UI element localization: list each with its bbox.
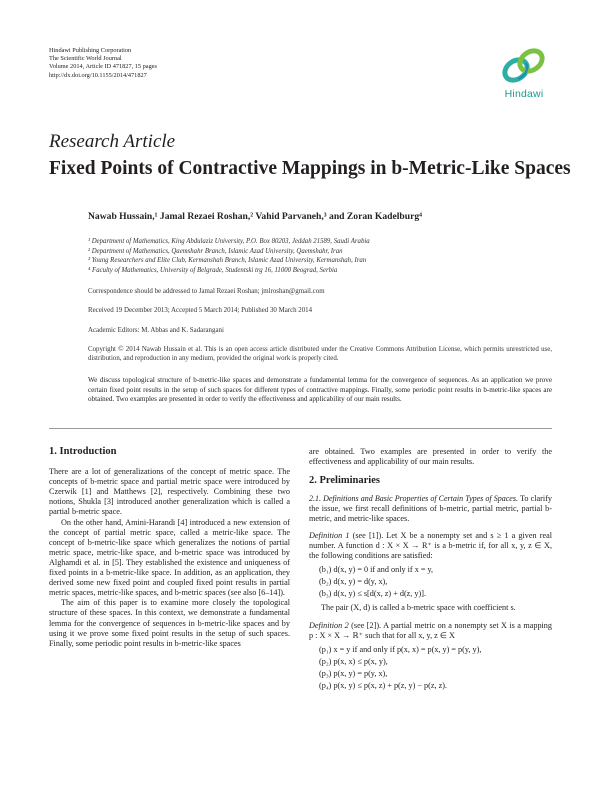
subsection-intro: To clarify the issue, we first recall definitions of b-metric, partial metric, partial b-metric, and metric-like spaces. <box>309 494 553 524</box>
affiliation-3: ³ Young Researchers and Elite Club, Kermanshah Branch, Islamic Azad University, Kermanshah, Iran <box>88 257 367 265</box>
definition-2-conditions <box>319 644 552 693</box>
definition-2-label: Definition 2 <box>309 620 349 630</box>
definition-1-text: (see [1]). Let X be a nonempty set and s ≥ 1 a given real number. A function d : X × X → R⁺ is a b-metric if, for all x, y, z ∈ X, the following conditions are satisfied: <box>309 530 552 560</box>
volume-info: Volume 2014, Article ID 471827, 15 pages <box>49 63 157 71</box>
intro-paragraph-2: On the other hand, Amini-Harandi [4] introduced a new extension of the concept of partial metric space, called a metric-like space. The concept of b-metric-like space which generalizes the notions of partial metric space, metric-like space, and b-metric space was introduced by Alghamdi et al. in [5]. They established the existence and uniqueness of fixed points in a b-metric-like space. In addition, as an application, they derived some new fixed point and coupled fixed point results in partial metric spaces, metric-like spaces, and b-metric spaces (see also [6–14]). <box>49 517 290 598</box>
affiliations <box>88 237 370 275</box>
condition-p2: (p₂) p(x, x) ≤ p(x, y), <box>319 656 388 666</box>
condition-b3: (b₃) d(x, y) ≤ s[d(x, z) + d(z, y)]. <box>319 589 426 599</box>
left-column <box>49 447 290 649</box>
affiliation-2: ² Department of Mathematics, Qaemshahr Branch, Islamic Azad University, Qaemshahr, Iran <box>88 247 343 255</box>
hindawi-logo-icon <box>497 44 551 88</box>
condition-p1: (p₁) x = y if and only if p(x, x) = p(x, y) = p(y, y), <box>319 644 482 654</box>
affiliation-1: ¹ Department of Mathematics, King Abdulaziz University, P.O. Box 80203, Jeddah 21589, Saudi Arabia <box>88 238 370 245</box>
journal-name: The Scientific World Journal <box>49 55 122 63</box>
article-title: Fixed Points of Contractive Mappings in b-Metric-Like Spaces <box>49 158 571 179</box>
doi-link[interactable]: http://dx.doi.org/10.1155/2014/471827 <box>49 71 147 79</box>
introduction-heading: 1. Introduction <box>49 446 117 457</box>
copyright-notice: Copyright © 2014 Nawab Hussain et al. This is an open access article distributed under the Creative Commons Attribution License, which permits unrestricted use, distribution, and reproduction in any medium, provided the original work is properly cited. <box>88 346 552 363</box>
condition-p4: (p₄) p(x, y) ≤ p(x, z) + p(z, y) − p(z, z). <box>319 681 447 691</box>
journal-header <box>49 47 157 80</box>
academic-editors: Academic Editors: M. Abbas and K. Sadarangani <box>88 327 224 334</box>
publisher: Hindawi Publishing Corporation <box>49 47 132 54</box>
intro-continuation: are obtained. Two examples are presented in order to verify the effectiveness and applicability of our main results. <box>309 447 552 467</box>
definition-1-label: Definition 1 <box>309 530 350 540</box>
affiliation-4: ⁴ Faculty of Mathematics, University of Belgrade, Studentski trg 16, 11000 Beograd, Serbia <box>88 266 338 274</box>
publication-dates: Received 19 December 2013; Accepted 5 March 2014; Published 30 March 2014 <box>88 307 313 314</box>
condition-b1: (b₁) d(x, y) = 0 if and only if x = y, <box>319 564 434 574</box>
intro-paragraph-3: The aim of this paper is to examine more closely the topological structure of these spaces. In this context, we demonstrate a fundamental lemma for the convergence of sequences in b-metric-like spaces and by using it we prove some fixed point results in the setup of such spaces. Finally, some periodic point results in b-metric-like spaces <box>49 598 290 648</box>
intro-paragraph-1: There are a lot of generalizations of the concept of metric space. The concepts of b-metric space and partial metric space were introduced by Czerwik [1] and Matthews [2], respectively. Combining these two notions, Shukla [3] introduced another generalization which is called a partial b-metric space. <box>49 467 290 517</box>
subsection-heading: 2.1. Definitions and Basic Properties of Certain Types of Spaces. <box>309 494 518 504</box>
abstract: We discuss topological structure of b-metric-like spaces and demonstrate a fundamental lemma for the convergence of sequences. As an application we prove certain fixed point results in the setup of such spaces for different types of contractive mappings. Finally, some periodic point results in b-metric-like spaces are obtained. Two examples are presented in order to verify the effectiveness and applicability of our main results. <box>88 376 552 404</box>
condition-b2: (b₂) d(x, y) = d(y, x), <box>319 577 388 587</box>
correspondence: Correspondence should be addressed to Jamal Rezaei Roshan; jmlroshan@gmail.com <box>88 288 325 295</box>
definition-1-conditions <box>319 564 552 601</box>
hindawi-logo-text: Hindawi <box>504 88 544 100</box>
definition-2-text: (see [2]). A partial metric on a nonempty set X is a mapping p : X × X → ℝ⁺ such that for all x, y, z ∈ X <box>309 620 552 640</box>
preliminaries-heading: 2. Preliminaries <box>309 475 380 487</box>
section-divider <box>49 428 552 429</box>
condition-p3: (p₃) p(x, y) = p(y, x), <box>319 669 388 679</box>
right-column <box>309 447 552 693</box>
hindawi-logo <box>497 44 551 102</box>
author-list: Nawab Hussain,¹ Jamal Rezaei Roshan,² Vahid Parvaneh,³ and Zoran Kadelburg⁴ <box>88 211 423 222</box>
definition-1-conclusion: The pair (X, d) is called a b-metric space with coefficient s. <box>321 603 516 613</box>
article-type: Research Article <box>49 131 176 152</box>
